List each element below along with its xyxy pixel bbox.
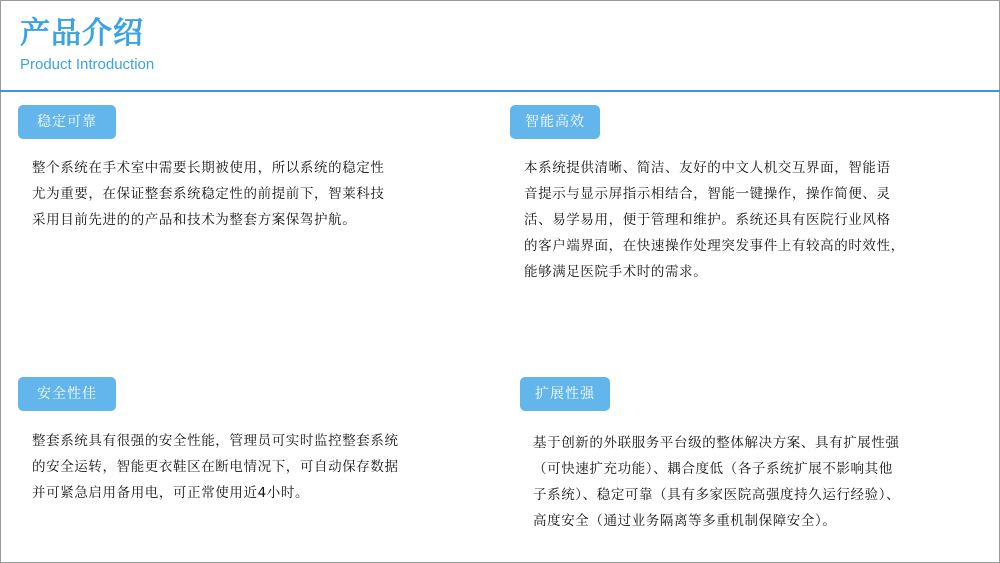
section-text-smart [524,155,905,285]
text-line: 的安全运转，智能更衣鞋区在断电情况下，可自动保存数据 [32,459,399,475]
text-line: 基于创新的外联服务平台级的整体解决方案、具有扩展性强 [533,435,900,451]
header-divider [0,90,1000,92]
section-badge-smart: 智能高效 [510,105,600,139]
section-badge-extensible: 扩展性强 [520,377,610,411]
page-title: 产品介绍 [20,16,144,51]
text-line: 整套系统具有很强的安全性能，管理员可实时监控整套系统 [32,433,399,449]
section-badge-safety: 安全性佳 [18,377,116,411]
text-line: 子系统）、稳定可靠（具有多家医院高强度持久运行经验）、 [533,487,901,503]
section-text-stable [32,155,385,233]
text-line: 采用目前先进的的产品和技术为整套方案保驾护航。 [32,212,357,228]
section-text-extensible [533,430,900,534]
text-line: 整个系统在手术室中需要长期被使用，所以系统的稳定性 [32,160,385,176]
text-line: 能够满足医院手术时的需求。 [524,264,708,280]
text-line: 活、易学易用，便于管理和维护。系统还具有医院行业风格 [524,212,891,228]
section-badge-stable: 稳定可靠 [18,105,116,139]
text-line: 音提示与显示屏指示相结合，智能一键操作，操作简便、灵 [524,186,891,202]
text-line: 尤为重要，在保证整套系统稳定性的前提前下，智莱科技 [32,186,385,202]
text-line: 本系统提供清晰、简洁、友好的中文人机交互界面，智能语 [524,160,891,176]
text-line: 的客户端界面，在快速操作处理突发事件上有较高的时效性， [524,238,905,254]
text-line: （可快速扩充功能）、耦合度低（各子系统扩展不影响其他 [533,461,893,477]
text-line: 高度安全（通过业务隔离等多重机制保障安全）。 [533,513,837,529]
text-line: 并可紧急启用备用电，可正常使用近4小时。 [32,485,310,501]
page-subtitle: Product Introduction [20,56,155,73]
section-text-safety [32,428,399,506]
